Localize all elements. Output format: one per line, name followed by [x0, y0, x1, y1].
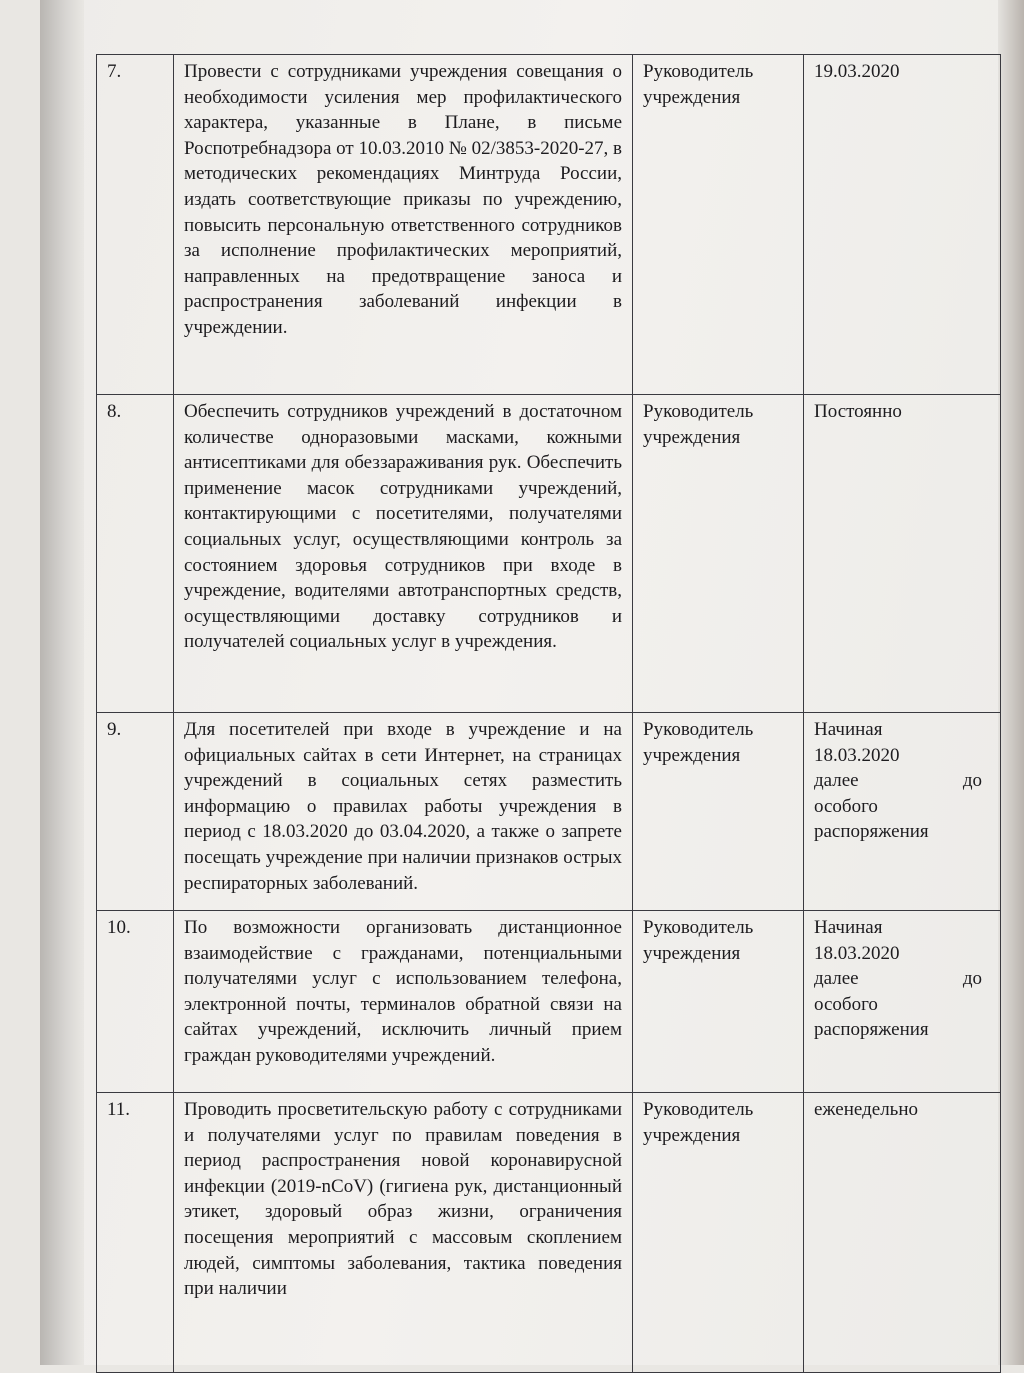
- row-number: 11.: [97, 1093, 174, 1373]
- deadline: Постоянно: [804, 395, 1001, 713]
- table-row: [97, 395, 1001, 713]
- deadline-line: распоряжения: [814, 1019, 929, 1041]
- measure-text: Проводить просветительскую работу с сотрудниками и получателями услуг по правилам поведения в период распространения новой коронавирусной инфекции (2019-nCoV) (гигиена рук, дистанционный этикет, здоровый образ жизни, ограничения посещения мероприятий с массовым скоплением людей, симптомы заболевания, тактика поведения при наличии: [174, 1093, 633, 1373]
- deadline-line: 18.03.2020: [814, 744, 900, 766]
- deadline-word: до: [962, 770, 982, 792]
- deadline: 19.03.2020: [804, 55, 1001, 395]
- table-row: [97, 713, 1001, 911]
- deadline-line: [814, 768, 990, 794]
- deadline-line: особого: [814, 993, 878, 1015]
- responsible: Руководитель учреждения: [633, 55, 804, 395]
- row-number: 10.: [97, 911, 174, 1093]
- table-row: [97, 1093, 1001, 1373]
- page-shadow: [40, 0, 84, 1365]
- deadline-word: далее: [814, 968, 859, 990]
- responsible: Руководитель учреждения: [633, 911, 804, 1093]
- deadline-line: особого: [814, 795, 878, 817]
- deadline: [804, 713, 1001, 911]
- page-edge: [998, 0, 1024, 1365]
- measures-table: [96, 54, 1001, 1373]
- row-number: 9.: [97, 713, 174, 911]
- responsible: Руководитель учреждения: [633, 713, 804, 911]
- table-row: [97, 55, 1001, 395]
- deadline-line: Начиная: [814, 917, 883, 938]
- responsible: Руководитель учреждения: [633, 395, 804, 713]
- table-row: [97, 911, 1001, 1093]
- deadline-word: до: [962, 968, 982, 990]
- measure-text: Обеспечить сотрудников учреждений в достаточном количестве одноразовыми масками, кожными антисептиками для обеззараживания рук. Обеспечить применение масок сотрудниками учреждений, контактирующими с посетителями, получателями социальных услуг, осуществляющими контроль за состоянием здоровья сотрудников при входе в учреждение, водителями автотранспортных средств, осуществляющими доставку сотрудников и получателей социальных услуг в учреждения.: [174, 395, 633, 713]
- deadline-line: Начиная: [814, 719, 883, 740]
- deadline: еженедельно: [804, 1093, 1001, 1373]
- row-number: 7.: [97, 55, 174, 395]
- measure-text: Провести с сотрудниками учреждения совещания о необходимости усиления мер профилактического характера, указанные в Плане, в письме Роспотребнадзора от 10.03.2010 № 02/3853-2020-27, в методических рекомендациях Минтруда России, издать соответствующие приказы по учреждению, повысить персональную ответственного сотрудников за исполнение профилактических мероприятий, направленных на предотвращение заноса и распространения заболеваний инфекции в учреждении.: [174, 55, 633, 395]
- measure-text: По возможности организовать дистанционное взаимодействие с гражданами, потенциальными получателями услуг с использованием телефона, электронной почты, терминалов обратной связи на сайтах учреждений, исключить личный прием граждан руководителями учреждений.: [174, 911, 633, 1093]
- deadline-line: [814, 966, 990, 992]
- measure-text: Для посетителей при входе в учреждение и на официальных сайтах в сети Интернет, на страницах учреждений в социальных сетях разместить информацию о правилах работы учреждения в период с 18.03.2020 до 03.04.2020, а также о запрете посещать учреждение при наличии признаков острых респираторных заболеваний.: [174, 713, 633, 911]
- deadline-word: далее: [814, 770, 859, 792]
- responsible: Руководитель учреждения: [633, 1093, 804, 1373]
- deadline-line: распоряжения: [814, 821, 929, 843]
- deadline: [804, 911, 1001, 1093]
- deadline-line: 18.03.2020: [814, 942, 900, 964]
- row-number: 8.: [97, 395, 174, 713]
